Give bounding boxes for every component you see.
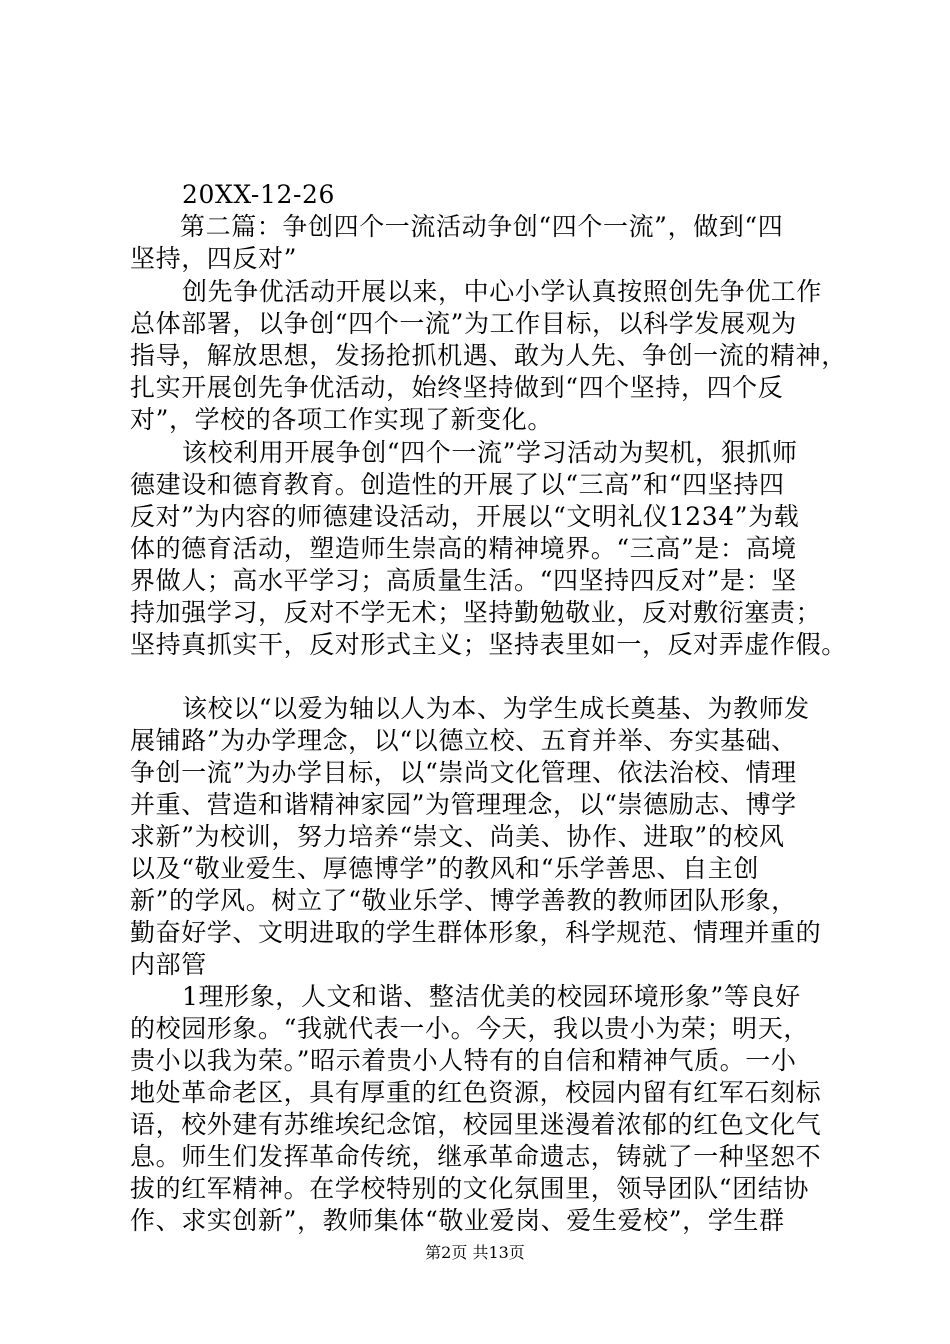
paragraph-2-line-7: 坚持真抓实干，反对形式主义；坚持表里如一，反对弄虚作假。	[130, 630, 847, 659]
paragraph-4-line-3: 贵小以我为荣。”昭示着贵小人特有的自信和精神气质。一小	[130, 1046, 797, 1075]
paragraph-1-line-2: 总体部署，以争创“四个一流”为工作目标，以科学发展观为	[130, 309, 797, 338]
paragraph-4-line-5: 语，校外建有苏维埃纪念馆，校园里迷漫着浓郁的红色文化气	[130, 1110, 822, 1139]
paragraph-4-line-8: 作、求实创新”，教师集体“敬业爱岗、爱生爱校”，学生群	[130, 1206, 785, 1235]
paragraph-2-line-2: 德建设和德育教育。创造性的开展了以“三高”和“四坚持四	[130, 470, 785, 499]
paragraph-3-line-8: 勤奋好学、文明进取的学生群体形象，科学规范、情理并重的	[130, 918, 822, 947]
paragraph-3-line-3: 争创一流”为办学目标，以“崇尚文化管理、依法治校、情理	[130, 758, 797, 787]
paragraph-4-line-6: 息。师生们发挥革命传统，继承革命遗志，铸就了一种坚恕不	[130, 1142, 822, 1171]
paragraph-4-line-7: 拔的红军精神。在学校特别的文化氛围里，领导团队“团结协	[130, 1174, 809, 1203]
paragraph-1-line-3: 指导，解放思想，发扬抢抓机遇、敢为人先、争创一流的精神，	[130, 341, 847, 370]
paragraph-2-line-5: 界做人；高水平学习；高质量生活。“四坚持四反对”是：坚	[130, 566, 797, 595]
paragraph-3-line-4: 并重、营造和谐精神家园”为管理理念，以“崇德励志、博学	[130, 790, 797, 819]
paragraph-3-line-5: 求新”为校训，努力培养“崇文、尚美、协作、进取”的校风	[130, 822, 785, 851]
paragraph-2-line-1: 该校利用开展争创“四个一流”学习活动为契机，狠抓师	[182, 438, 798, 467]
section-title-line-1: 第二篇：争创四个一流活动争创“四个一流”，做到“四	[180, 212, 784, 241]
paragraph-3-line-1: 该校以“以爱为轴以人为本、为学生成长奠基、为教师发	[182, 694, 810, 723]
paragraph-2-line-6: 持加强学习，反对不学无术；坚持勤勉敬业，反对敷衍塞责；	[130, 598, 822, 627]
paragraph-1-line-4: 扎实开展创先争优活动，始终坚持做到“四个坚持，四个反	[130, 373, 784, 402]
paragraph-3-line-6: 以及“敬业爱生、厚德博学”的教风和“乐学善思、自主创	[130, 854, 759, 883]
paragraph-1-line-5: 对”，学校的各项工作实现了新变化。	[130, 405, 553, 434]
section-title-line-2: 坚持，四反对”	[130, 244, 297, 273]
paragraph-2-line-4: 体的德育活动，塑造师生崇高的精神境界。“三高”是：高境	[130, 534, 797, 563]
paragraph-3-line-9: 内部管	[130, 950, 207, 979]
paragraph-4-line-4: 地处革命老区，具有厚重的红色资源，校园内留有红军石刻标	[130, 1078, 822, 1107]
paragraph-1-line-1: 创先争优活动开展以来，中心小学认真按照创先争优工作	[182, 277, 823, 306]
paragraph-4-line-1: 1理形象，人文和谐、整洁优美的校园环境形象”等良好	[182, 982, 801, 1011]
paragraph-3-line-2: 展铺路”为办学理念，以“以德立校、五育并举、夯实基础、	[130, 726, 797, 755]
paragraph-2-line-3: 反对”为内容的师德建设活动，开展以“文明礼仪1234”为载	[130, 502, 800, 531]
page-number-footer: 第2页 共13页	[425, 1243, 525, 1262]
paragraph-3-line-7: 新”的学风。树立了“敬业乐学、博学善教的教师团队形象，	[130, 886, 797, 915]
paragraph-4-line-2: 的校园形象。“我就代表一小。今天，我以贵小为荣；明天，	[130, 1014, 809, 1043]
date-line: 20XX-12-26	[182, 180, 336, 209]
